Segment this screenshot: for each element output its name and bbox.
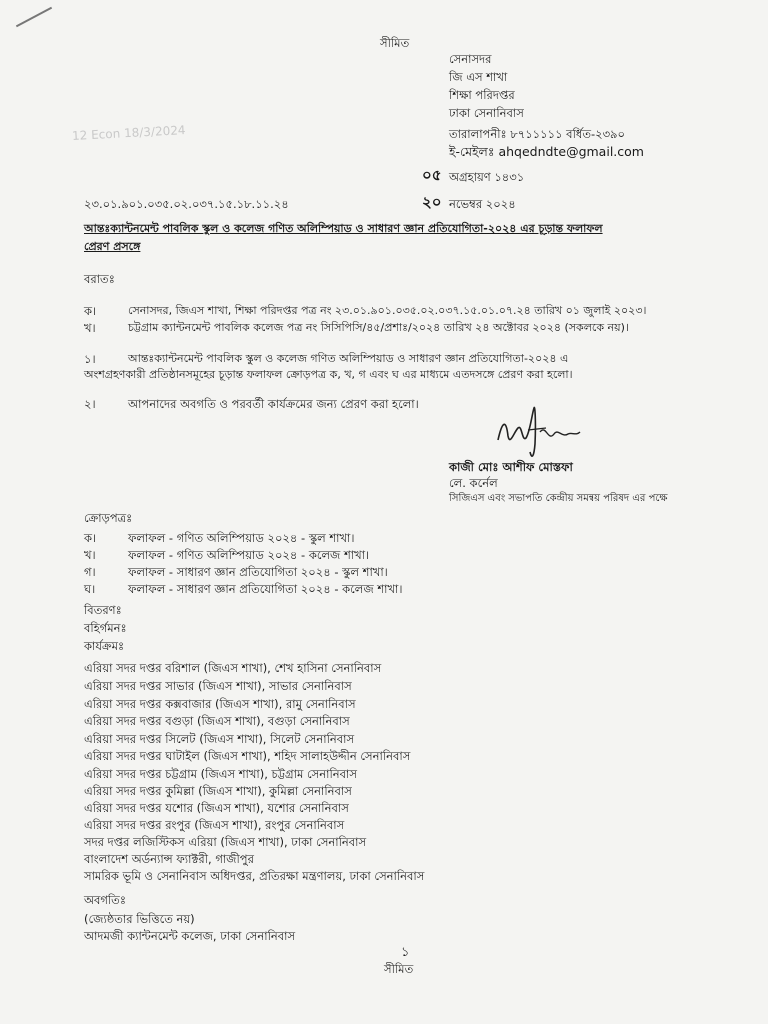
recipient-item: এরিয়া সদর দপ্তর চট্টগ্রাম (জিএস শাখা), চট্টগ্রাম সেনানিবাস: [84, 767, 357, 781]
subject-line-2: প্রেরণ প্রসঙ্গে: [84, 240, 141, 253]
handwritten-signature: [488, 402, 598, 462]
recipient-item: এরিয়া সদর দপ্তর ঘাটাইল (জিএস শাখা), শহিদ সালাহউদ্দীন সেনানিবাস: [84, 749, 411, 763]
recipient-item: এরিয়া সদর দপ্তর সিলেট (জিএস শাখা), সিলেট সেনানিবাস: [84, 732, 355, 746]
enclosure-label: ক।: [84, 531, 97, 545]
recipient-item: এরিয়া সদর দপ্তর কক্সবাজার (জিএস শাখা), রামু সেনানিবাস: [84, 697, 356, 711]
enclosure-text: ফলাফল - গণিত অলিম্পিয়াড ২০২৪ - স্কুল শাখা।: [128, 531, 355, 545]
references-heading: বরাতঃ: [84, 272, 115, 286]
recipient-item: সামরিক ভূমি ও সেনানিবাস অধিদপ্তর, প্রতিরক্ষা মন্ত্রণালয়, ঢাকা সেনানিবাস: [84, 869, 425, 883]
signatory-rank: লে. কর্নেল: [449, 476, 498, 490]
recipient-item: এরিয়া সদর দপ্তর বরিশাল (জিএস শাখা), শেখ হাসিনা সেনানিবাস: [84, 661, 382, 675]
classification-top: সীমিত: [380, 36, 410, 50]
signatory-role: সিজিএস এবং সভাপতি কেন্দ্রীয় সমন্বয় পরিষদ এর পক্ষে: [449, 493, 668, 504]
sender-line: শিক্ষা পরিদপ্তর: [449, 88, 515, 102]
scan-mark: [16, 7, 52, 28]
recipient-item: এরিয়া সদর দপ্তর কুমিল্লা (জিএস শাখা), কুমিল্লা সেনানিবাস: [84, 784, 352, 798]
recipient-item: বাংলাদেশ অর্ডন্যান্স ফ্যাক্টরী, গাজীপুর: [84, 852, 254, 866]
enclosure-label: গ।: [84, 565, 96, 579]
reference-number: ২৩.০১.৯০১.০৩৫.০২.০৩৭.১৫.১৮.১১.২৪: [84, 197, 289, 211]
recipient-item: সদর দপ্তর লজিস্টিকস এরিয়া (জিএস শাখা), ঢাকা সেনানিবাস: [84, 835, 367, 849]
subject-line-1: আন্তঃক্যান্টনমেন্ট পাবলিক স্কুল ও কলেজ গণিত অলিম্পিয়াড ও সাধারণ জ্ঞান প্রতিযোগিতা-২০২৪ এর চূড়ান্ত ফলাফল: [84, 222, 603, 235]
enclosure-label: ঘ।: [84, 582, 96, 596]
enclosure-label: খ।: [84, 548, 96, 562]
paragraph-line: আন্তঃক্যান্টনমেন্ট পাবলিক স্কুল ও কলেজ গণিত অলিম্পিয়াড ও সাধারণ জ্ঞান প্রতিযোগিতা-২০২৪ এ: [128, 352, 569, 365]
sender-line: ঢাকা সেনানিবাস: [449, 106, 524, 120]
enclosure-text: ফলাফল - সাধারণ জ্ঞান প্রতিযোগিতা ২০২৪ - কলেজ শাখা।: [128, 582, 403, 596]
enclosure-text: ফলাফল - গণিত অলিম্পিয়াড ২০২৪ - কলেজ শাখা।: [128, 548, 370, 562]
paragraph-number: ১।: [84, 352, 96, 366]
sender-phone: তারালাপনীঃ ৮৭১১১১১ বর্ধিত-২৩৯০: [449, 127, 625, 141]
reference-text: চট্টগ্রাম ক্যান্টনমেন্ট পাবলিক কলেজ পত্র নং সিসিপিসি/৪৫/প্রশাঃ/২০২৪ তারিখ ২৪ অক্টোবর ২০২৪ (সকলকে নয়)।: [128, 321, 629, 334]
faint-stamp: 12 Econ 18/3/2024: [71, 123, 186, 143]
info-heading: অবগতিঃ: [84, 893, 126, 907]
recipient-item: এরিয়া সদর দপ্তর যশোর (জিএস শাখা), যশোর সেনানিবাস: [84, 801, 349, 815]
sender-email: ই-মেইলঃ ahqedndte@gmail.com: [449, 144, 644, 159]
date-english-rest: নভেম্বর ২০২৪: [449, 197, 516, 211]
date-english-day: ২০: [422, 193, 442, 211]
recipient-item: এরিয়া সদর দপ্তর বগুড়া (জিএস শাখা), বগুড়া সেনানিবাস: [84, 714, 350, 728]
signatory-name: কাজী মোঃ আশীফ মোস্তফা: [449, 460, 573, 474]
recipient-item: এরিয়া সদর দপ্তর রংপুর (জিএস শাখা), রংপুর সেনানিবাস: [84, 818, 345, 832]
paragraph-line: অংশগ্রহণকারী প্রতিষ্ঠানসমূহের চূড়ান্ত ফলাফল ক্রোড়পত্র ক, খ, গ এবং ঘ এর মাধ্যমে এতদসঙ্গে প্রেরণ করা হলো।: [84, 368, 573, 381]
classification-bottom: সীমিত: [384, 962, 414, 976]
reference-label: খ।: [84, 321, 96, 335]
distribution-action: কার্যক্রমঃ: [84, 639, 125, 653]
date-bangla-day: ০৫: [422, 166, 442, 184]
page-number: ১: [401, 945, 410, 960]
reference-text: সেনাসদর, জিএস শাখা, শিক্ষা পরিদপ্তর পত্র নং ২৩.০১.৯০১.০৩৫.০২.০৩৭.১৫.০১.০৭.২৪ তারিখ ০১ জুলাই ২০২৩।: [128, 304, 647, 317]
paragraph-number: ২।: [84, 397, 96, 411]
sender-line: জি এস শাখা: [449, 70, 508, 84]
reference-label: ক।: [84, 304, 97, 318]
enclosures-heading: ক্রোড়পত্রঃ: [84, 511, 133, 525]
distribution-external: বহির্গমনঃ: [84, 621, 127, 635]
info-note: (জ্যেষ্ঠতার ভিত্তিতে নয়): [84, 912, 195, 926]
info-recipient: আদমজী ক্যান্টনমেন্ট কলেজ, ঢাকা সেনানিবাস: [84, 929, 296, 943]
enclosure-text: ফলাফল - সাধারণ জ্ঞান প্রতিযোগিতা ২০২৪ - স্কুল শাখা।: [128, 565, 388, 579]
sender-line: সেনাসদর: [449, 52, 492, 66]
recipient-item: এরিয়া সদর দপ্তর সাভার (জিএস শাখা), সাভার সেনানিবাস: [84, 679, 352, 693]
date-bangla-rest: অগ্রহায়ণ ১৪৩১: [449, 170, 525, 184]
paragraph-line: আপনাদের অবগতি ও পরবর্তী কার্যক্রমের জন্য প্রেরণ করা হলো।: [128, 397, 419, 411]
distribution-heading: বিতরণঃ: [84, 603, 122, 617]
